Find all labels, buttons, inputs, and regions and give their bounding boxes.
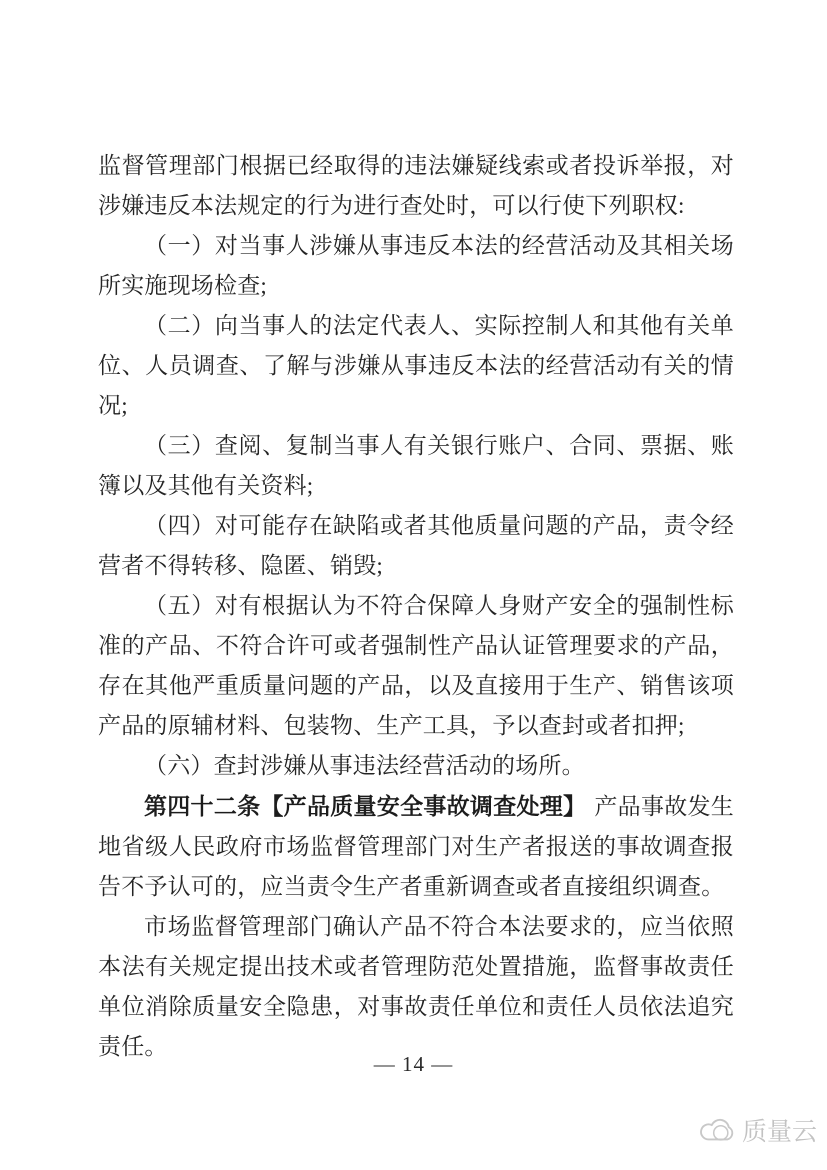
page-number: — 14 — xyxy=(373,1052,454,1076)
article-42-title: 第四十二条【产品质量安全事故调查处理】 xyxy=(144,793,587,819)
watermark xyxy=(698,1112,817,1148)
paragraph-continuation: 监督管理部门根据已经取得的违法嫌疑线索或者投诉举报，对涉嫌违反本法规定的行为进行查处时，可以行使下列职权: xyxy=(98,153,734,218)
paragraph-item-6: （六）查封涉嫌从事违法经营活动的场所。 xyxy=(144,753,585,778)
paragraph-article-42 xyxy=(98,786,734,907)
cloud-logo-icon xyxy=(698,1114,736,1146)
paragraph-item-5: （五）对有根据认为不符合保障人身财产安全的强制性标准的产品、不符合许可或者强制性产品认证管理要求的产品，存在其他严重质量问题的产品，以及直接用于生产、销售该项产品的原辅材料、包装物、生产工具，予以查封或者扣押; xyxy=(98,593,734,738)
document-body-text xyxy=(98,146,734,1067)
paragraph-item-1: （一）对当事人涉嫌从事违反本法的经营活动及其相关场所实施现场检查; xyxy=(98,233,734,298)
paragraph-item-2: （二）向当事人的法定代表人、实际控制人和其他有关单位、人员调查、了解与涉嫌从事违反本法的经营活动有关的情况; xyxy=(98,313,734,418)
paragraph-article-42-para2: 市场监督管理部门确认产品不符合本法要求的，应当依照本法有关规定提出技术或者管理防范处置措施，监督事故责任单位消除质量安全隐患，对事故责任单位和责任人员依法追究责任。 xyxy=(98,914,734,1059)
paragraph-item-4: （四）对可能存在缺陷或者其他质量问题的产品，责令经营者不得转移、隐匿、销毁; xyxy=(98,513,734,578)
paragraph-item-3: （三）查阅、复制当事人有关银行账户、合同、票据、账簿以及其他有关资料; xyxy=(98,433,734,498)
article-42-body: 产品事故发生地省级人民政府市场监督管理部门对生产者报送的事故调查报告不予认可的，应当责令生产者重新调查或者直接组织调查。 xyxy=(98,794,734,899)
watermark-label: 质量云 xyxy=(741,1118,817,1146)
